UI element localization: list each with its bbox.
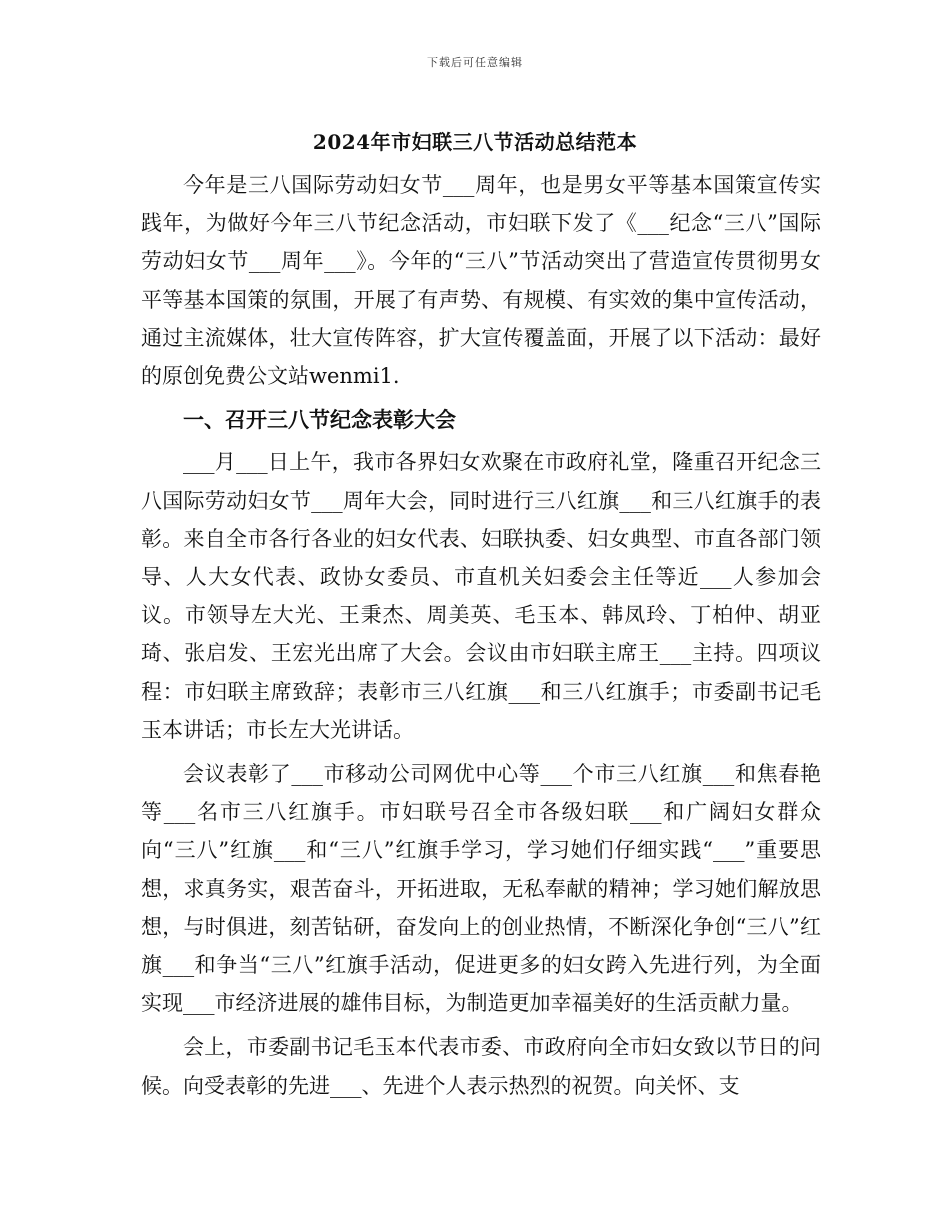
intro-paragraph: 今年是三八国际劳动妇女节___周年，也是男女平等基本国策宣传实践年，为做好今年三八节纪念活动，市妇联下发了《___纪念“三八”国际劳动妇女节___周年___》。今年的“三八”节活动突出了营造宣传贯彻男女平等基本国策的氛围，开展了有声势、有规模、有实效的集中宣传活动，通过主流媒体，壮大宣传阵容，扩大宣传覆盖面，开展了以下活动：最好的原创免费公文站wenmi1. [141, 173, 821, 389]
body-paragraph: 会议表彰了___市移动公司网优中心等___个市三八红旗___和焦春艳等___名市三八红旗手。市妇联号召全市各级妇联___和广阔妇女群众向“三八”红旗___和“三八”红旗手学习，学习她们仔细实践“___”重要思想，求真务实，艰苦奋斗，开拓进取，无私奉献的精神；学习她们解放思想，与时俱进，刻苦钻研，奋发向上的创业热情，不断深化争创“三八”红旗___和争当“三八”红旗手活动，促进更多的妇女跨入先进行列，为全面实现___市经济进展的雄伟目标，为制造更加幸福美好的生活贡献力量。 [141, 762, 821, 1016]
body-paragraph: ___月___日上午，我市各界妇女欢聚在市政府礼堂，隆重召开纪念三八国际劳动妇女节___周年大会，同时进行三八红旗___和三八红旗手的表彰。来自全市各行各业的妇女代表、妇联执委、妇女典型、市直各部门领导、人大女代表、政协女委员、市直机关妇委会主任等近___人参加会议。市领导左大光、王秉杰、周美英、毛玉本、韩凤玲、丁柏仲、胡亚琦、张启发、王宏光出席了大会。会议由市妇联主席王___主持。四项议程：市妇联主席致辞；表彰市三八红旗___和三八红旗手；市委副书记毛玉本讲话；市长左大光讲话。 [141, 450, 821, 742]
body-paragraph: 会上，市委副书记毛玉本代表市委、市政府向全市妇女致以节日的问候。向受表彰的先进___、先进个人表示热烈的祝贺。向关怀、支 [141, 1035, 821, 1098]
header-note: 下载后可任意编辑 [427, 56, 523, 69]
document-title: 2024年市妇联三八节活动总结范本 [312, 130, 638, 154]
section-heading: 一、召开三八节纪念表彰大会 [183, 407, 456, 433]
document-body [141, 166, 821, 1111]
